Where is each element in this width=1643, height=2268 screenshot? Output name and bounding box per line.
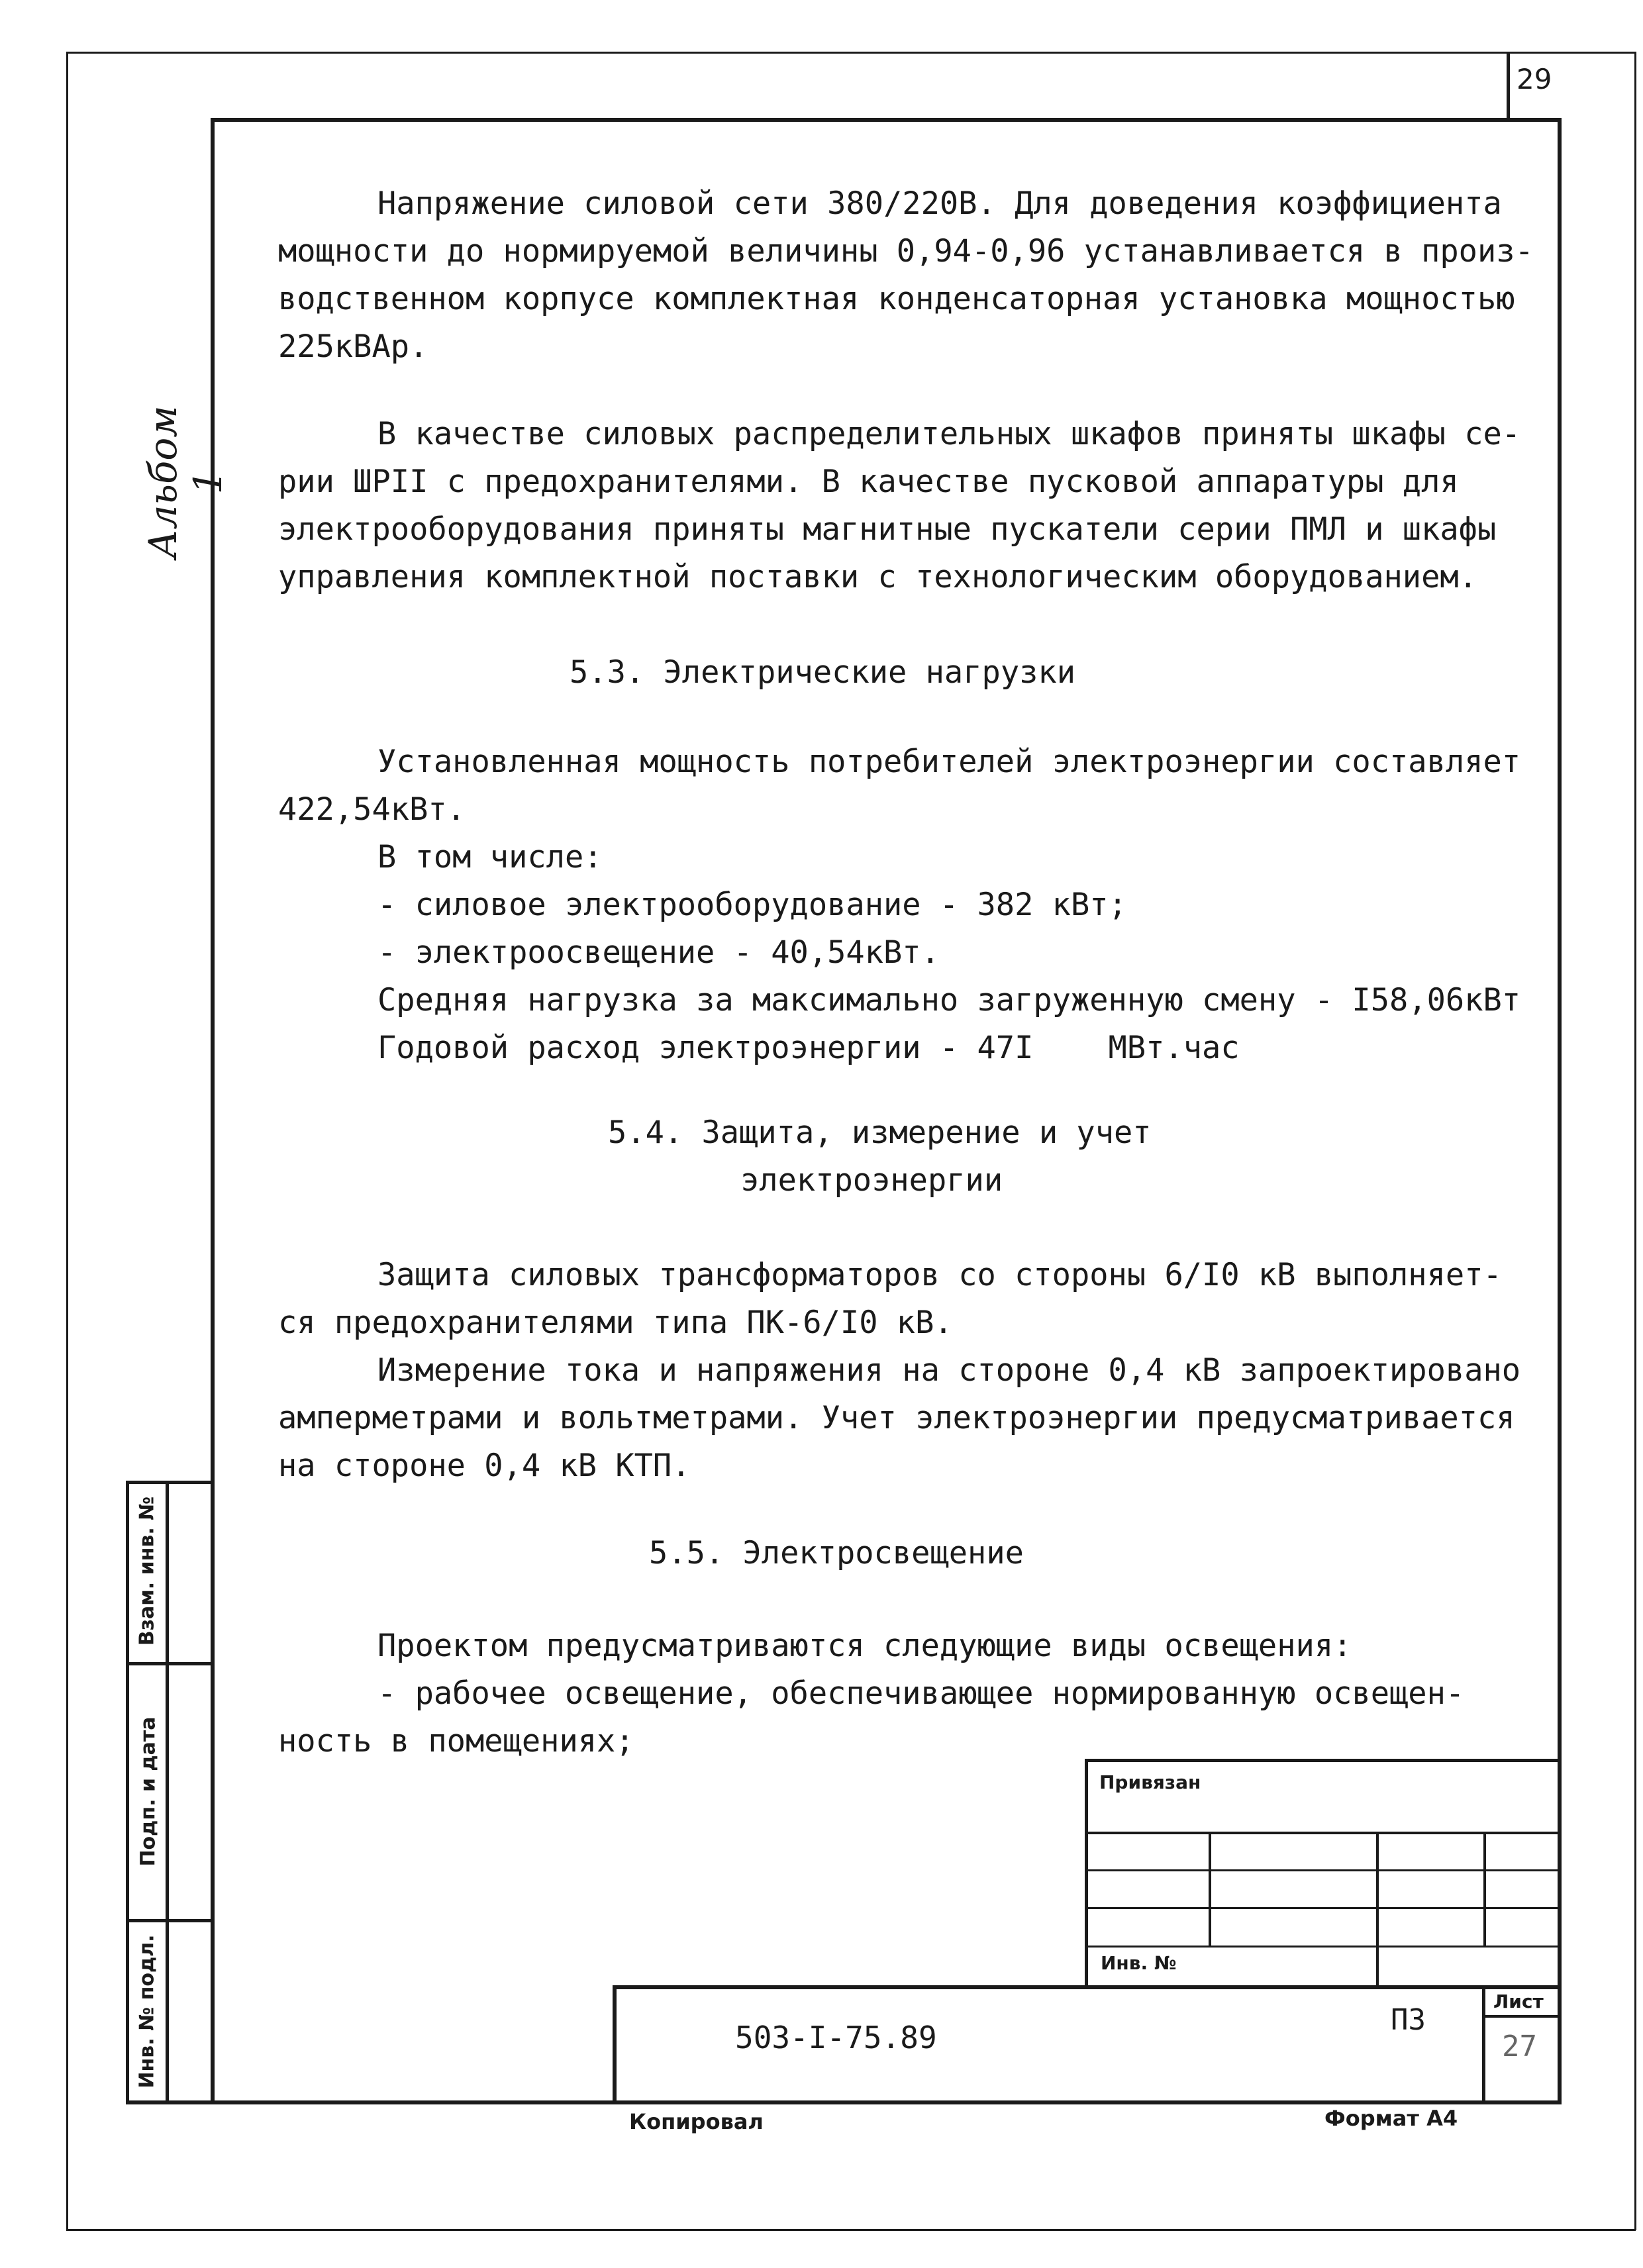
paragraph-1-line-1: Напряжение силовой сети 380/220В. Для доведения коэффициента bbox=[377, 185, 1502, 222]
stamp-main-top bbox=[613, 1985, 1562, 1989]
document-code: 503-I-75.89 bbox=[735, 2020, 937, 2055]
section-5-5-body bbox=[278, 1622, 1536, 1765]
section-5-3-annual: Годовой расход электроэнергии - 47I МВт.час bbox=[377, 1030, 1240, 1066]
section-5-3-body bbox=[278, 738, 1536, 1072]
section-5-5-item-1-line-2: ность в помещениях; bbox=[278, 1723, 634, 1759]
paragraph-2-line-1: В качестве силовых распределительных шкафов приняты шкафы се- bbox=[377, 416, 1521, 452]
section-5-3-avg-load: Средняя нагрузка за максимально загруженную смену - I58,06кВт bbox=[377, 982, 1521, 1018]
section-5-3-intro: Установленная мощность потребителей электроэнергии составляет bbox=[377, 744, 1521, 780]
margin-strip-left bbox=[126, 1481, 129, 2103]
paragraph-2-line-2: рии ШРII с предохранителями. В качестве пусковой аппаратуры для bbox=[278, 464, 1459, 500]
margin-strip-inner bbox=[166, 1481, 169, 2103]
stamp-upper-row-4 bbox=[1085, 1946, 1562, 1948]
paragraph-2-line-3: электрооборудования приняты магнитные пускатели серии ПМЛ и шкафы bbox=[278, 511, 1497, 548]
stamp-list-col bbox=[1482, 1985, 1485, 2103]
section-5-4-line-3: Измерение тока и напряжения на стороне 0,4 кВ запроектировано bbox=[377, 1352, 1521, 1389]
stamp-upper-col-1 bbox=[1209, 1832, 1211, 1946]
section-5-4-line-1: Защита силовых трансформаторов со стороны 6/I0 кВ выполняет- bbox=[377, 1257, 1502, 1293]
section-5-4-line-4: амперметрами и вольтметрами. Учет электроэнергии предусматривается bbox=[278, 1400, 1515, 1436]
section-5-3-total: 422,54кВт. bbox=[278, 791, 466, 828]
outer-frame-bottom bbox=[66, 2229, 1636, 2231]
main-frame-right bbox=[1558, 118, 1562, 2104]
stamp-main-left bbox=[613, 1985, 617, 2103]
section-5-3-item-power: - силовое электрооборудование - 382 кВт; bbox=[377, 887, 1127, 923]
paragraph-1-line-3: водственном корпусе комплектная конденсаторная установка мощностью bbox=[278, 281, 1515, 317]
page-number-box-left bbox=[1507, 52, 1510, 118]
format-label: Формат А4 bbox=[1324, 2106, 1458, 2131]
stamp-list-divider bbox=[1482, 2015, 1562, 2018]
doc-type: ПЗ bbox=[1391, 2003, 1426, 2037]
section-5-3-item-lighting: - электроосвещение - 40,54кВт. bbox=[377, 934, 940, 971]
section-5-4-heading-line-2: электроэнергии bbox=[740, 1162, 1003, 1199]
stamp-upper-col-2 bbox=[1376, 1832, 1379, 1987]
stamp-upper-row-1 bbox=[1085, 1832, 1562, 1834]
section-5-3-heading: 5.3. Электрические нагрузки bbox=[570, 654, 1076, 691]
list-number: 27 bbox=[1502, 2030, 1537, 2063]
podp-data-label: Подп. и дата bbox=[136, 1716, 160, 1867]
vzam-inv-label: Взам. инв. № bbox=[135, 1496, 159, 1646]
paragraph-2 bbox=[278, 411, 1536, 601]
paragraph-1 bbox=[278, 180, 1536, 371]
list-label: Лист bbox=[1493, 1991, 1544, 2012]
outer-frame-right bbox=[1634, 52, 1636, 2230]
section-5-4-heading-line-1: 5.4. Защита, измерение и учет bbox=[608, 1114, 1152, 1151]
privyazan-label: Привязан bbox=[1099, 1771, 1201, 1793]
stamp-upper-row-3 bbox=[1085, 1907, 1562, 1909]
main-frame-bottom bbox=[126, 2100, 1562, 2104]
section-5-5-intro: Проектом предусматриваются следующие виды освещения: bbox=[377, 1628, 1352, 1664]
section-5-3-including: В том числе: bbox=[377, 839, 603, 875]
stamp-inv-no-label: Инв. № bbox=[1101, 1952, 1177, 1974]
outer-frame-left bbox=[66, 52, 68, 2230]
stamp-upper-col-3 bbox=[1483, 1832, 1486, 1946]
section-5-5-heading: 5.5. Электросвещение bbox=[649, 1535, 1024, 1571]
section-5-4-line-2: ся предохранителями типа ПК-6/I0 кВ. bbox=[278, 1305, 953, 1341]
section-5-5-item-1-line-1: - рабочее освещение, обеспечивающее нормированную освещен- bbox=[377, 1675, 1465, 1712]
main-frame-top bbox=[211, 118, 1562, 122]
stamp-upper-left bbox=[1085, 1759, 1088, 1987]
stamp-upper-row-2 bbox=[1085, 1869, 1562, 1871]
stamp-upper-top bbox=[1085, 1759, 1562, 1762]
inv-podl-label: Инв. № подл. bbox=[135, 1934, 159, 2089]
album-margin-note: Альбом 1 bbox=[140, 405, 230, 559]
kopiroval-label: Копировал bbox=[629, 2109, 764, 2134]
section-5-4-body bbox=[278, 1252, 1536, 1490]
paragraph-1-line-2: мощности до нормируемой величины 0,94-0,96 устанавливается в произ- bbox=[278, 233, 1534, 270]
paragraph-2-line-4: управления комплектной поставки с технологическим оборудованием. bbox=[278, 559, 1477, 595]
outer-frame-top bbox=[66, 52, 1636, 54]
paragraph-1-line-4: 225кВАр. bbox=[278, 328, 428, 365]
page-number: 29 bbox=[1517, 63, 1552, 95]
section-5-4-line-5: на стороне 0,4 кВ КТП. bbox=[278, 1448, 691, 1484]
